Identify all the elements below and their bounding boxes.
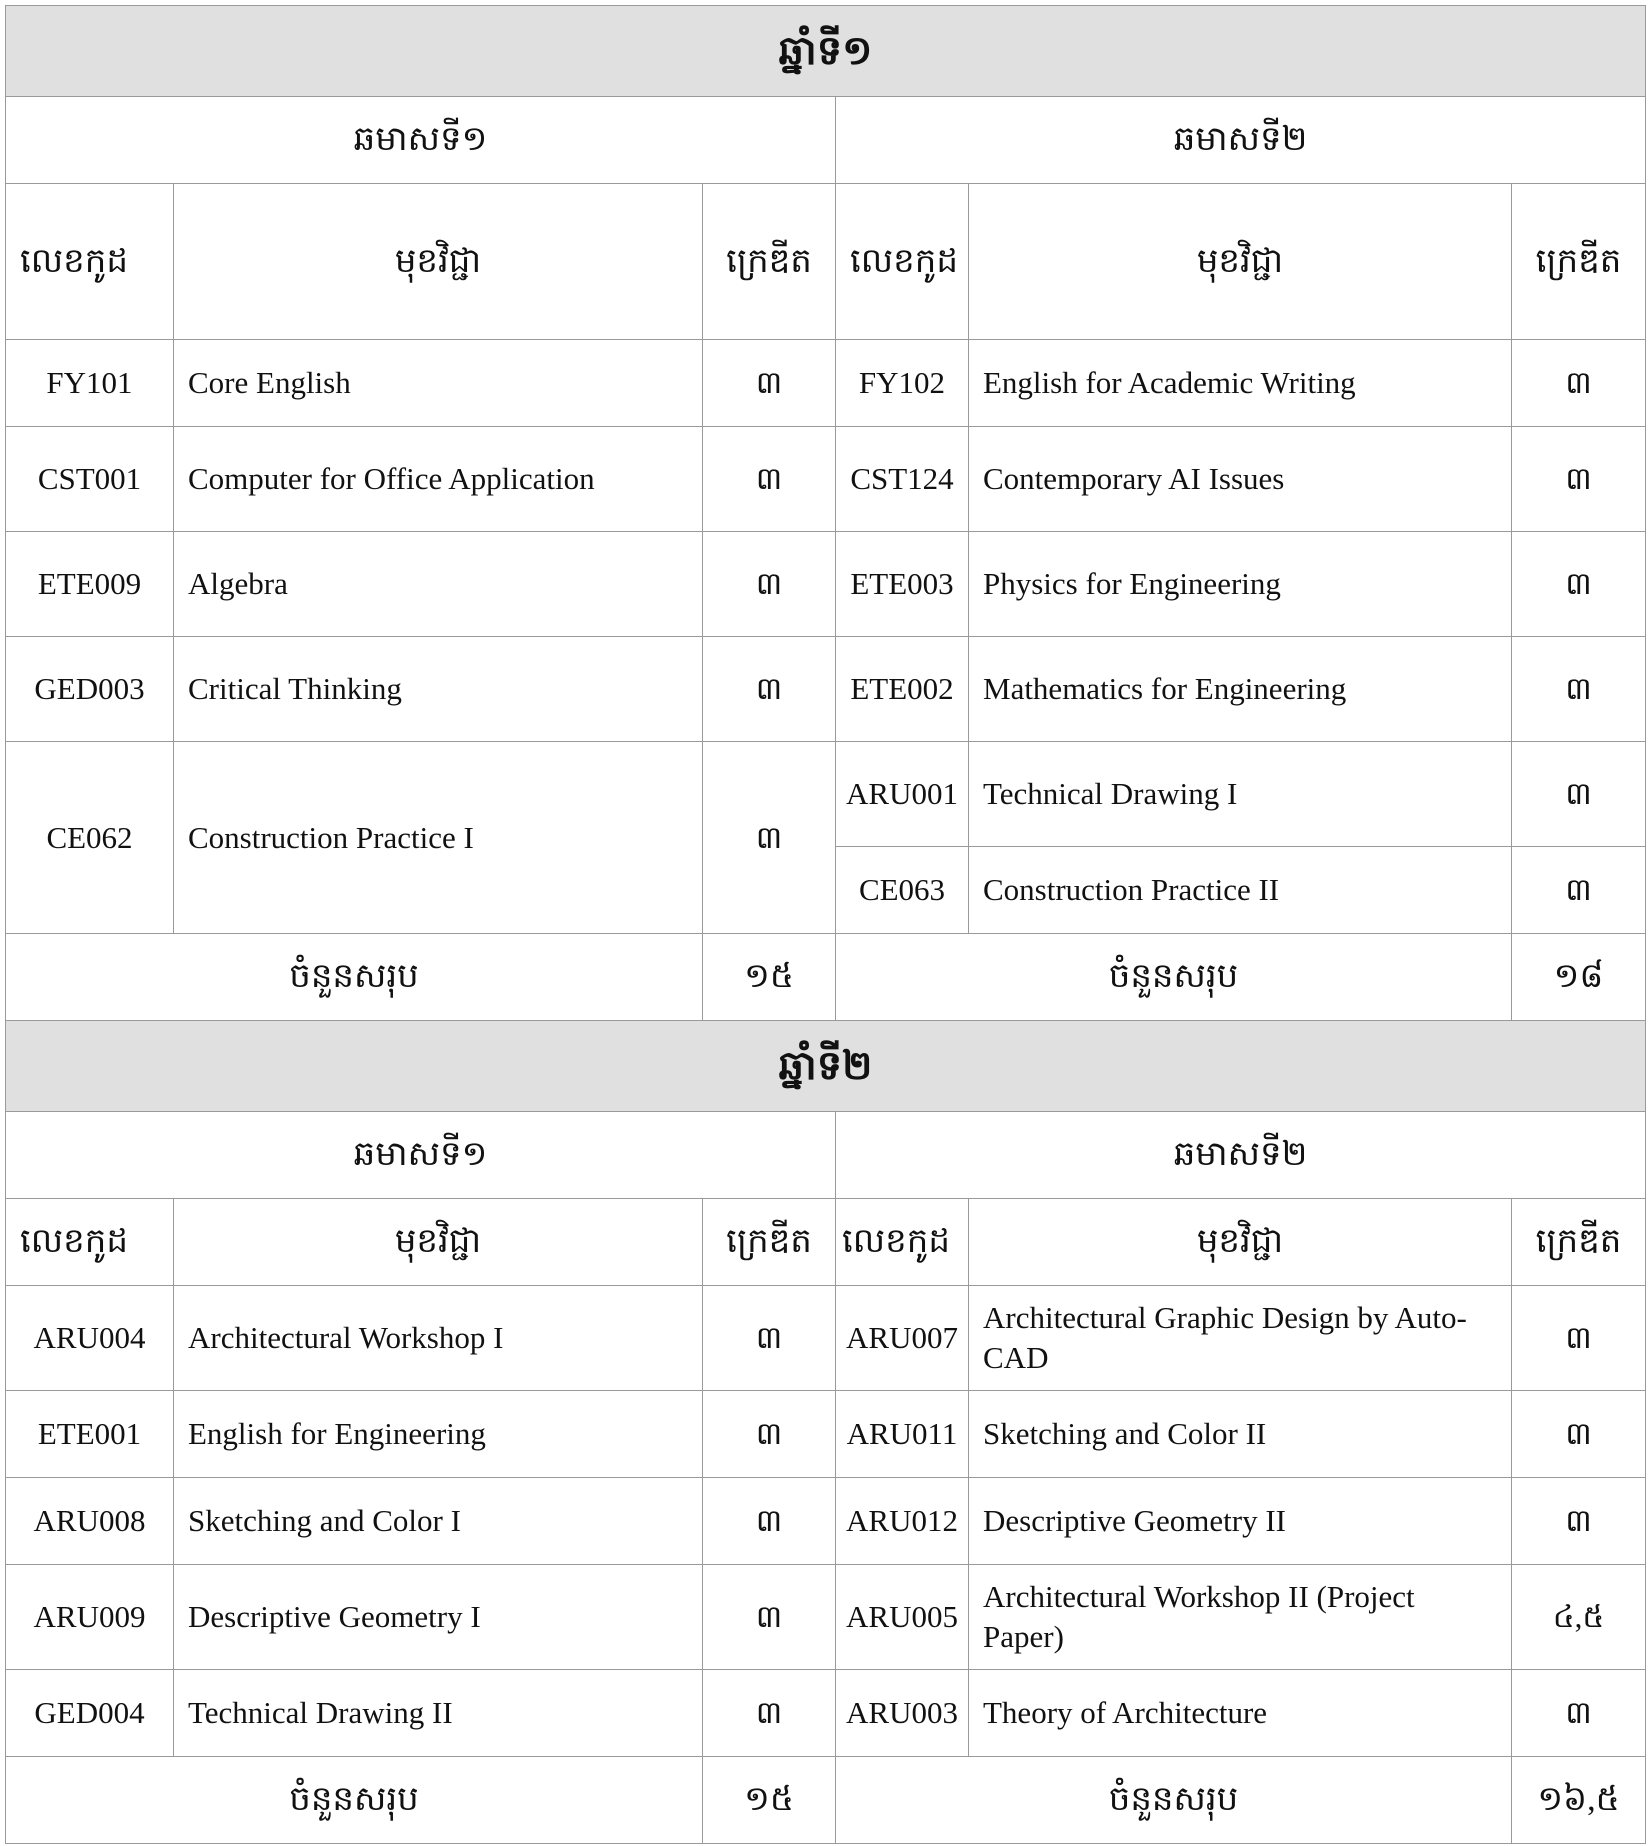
- course-name: Contemporary AI Issues: [969, 427, 1512, 532]
- course-name: Computer for Office Application: [174, 427, 703, 532]
- course-name: Descriptive Geometry II: [969, 1478, 1512, 1565]
- course-credit: ៣: [1512, 1478, 1646, 1565]
- year1-sem2-subject-header: មុខវិជ្ជា: [969, 184, 1512, 340]
- year2-sem1-title: ឆមាសទី១: [6, 1112, 836, 1199]
- course-name: Mathematics for Engineering: [969, 637, 1512, 742]
- year2-sem2-total-label: ចំនួនសរុប: [836, 1757, 1512, 1844]
- course-code: ETE001: [6, 1391, 174, 1478]
- course-credit: ៣: [1512, 847, 1646, 934]
- year2-sem2-title: ឆមាសទី២: [836, 1112, 1646, 1199]
- course-code: GED004: [6, 1670, 174, 1757]
- year2-sem2-credit-header: ក្រេឌីត: [1512, 1199, 1646, 1286]
- course-code: CE063: [836, 847, 969, 934]
- table-row: [6, 1565, 1646, 1670]
- table-row: [6, 1391, 1646, 1478]
- course-name: Physics for Engineering: [969, 532, 1512, 637]
- year1-header-row: [6, 6, 1646, 97]
- course-name: Sketching and Color II: [969, 1391, 1512, 1478]
- course-name: Critical Thinking: [174, 637, 703, 742]
- year1-semester-row: [6, 97, 1646, 184]
- year1-sem1-subject-header: មុខវិជ្ជា: [174, 184, 703, 340]
- course-code: FY102: [836, 340, 969, 427]
- year1-sem2-title: ឆមាសទី២: [836, 97, 1646, 184]
- year2-sem1-total-label: ចំនួនសរុប: [6, 1757, 703, 1844]
- table-row: [6, 1478, 1646, 1565]
- year1-sem2-credit-header: ក្រេឌីត: [1512, 184, 1646, 340]
- course-name: Core English: [174, 340, 703, 427]
- course-code: CST124: [836, 427, 969, 532]
- course-name: Technical Drawing I: [969, 742, 1512, 847]
- year2-sem1-subject-header: មុខវិជ្ជា: [174, 1199, 703, 1286]
- year2-semester-row: [6, 1112, 1646, 1199]
- course-credit: ៣: [1512, 340, 1646, 427]
- course-name: Construction Practice I: [174, 742, 703, 934]
- year1-title: ឆ្នាំទី១: [6, 6, 1646, 97]
- course-code: ETE009: [6, 532, 174, 637]
- table-row: [6, 1286, 1646, 1391]
- year2-header-row: [6, 1021, 1646, 1112]
- year2-sem2-total-value: ១៦,៥: [1512, 1757, 1646, 1844]
- year2-column-header-row: [6, 1199, 1646, 1286]
- course-code: ETE003: [836, 532, 969, 637]
- course-credit: ៣: [703, 427, 836, 532]
- course-name: English for Academic Writing: [969, 340, 1512, 427]
- year1-sem1-total-label: ចំនួនសរុប: [6, 934, 703, 1021]
- course-credit: ៣: [1512, 1670, 1646, 1757]
- course-credit: ៤,៥: [1512, 1565, 1646, 1670]
- year1-sem1-credit-header: ក្រេឌីត: [703, 184, 836, 340]
- course-credit: ៣: [1512, 532, 1646, 637]
- year2-sem1-code-header: លេខកូដ: [6, 1199, 174, 1286]
- course-code: ARU011: [836, 1391, 969, 1478]
- course-name: Architectural Graphic Design by Auto-CAD: [969, 1286, 1512, 1391]
- course-credit: ៣: [703, 1670, 836, 1757]
- course-credit: ៣: [1512, 637, 1646, 742]
- year2-total-row: [6, 1757, 1646, 1844]
- course-code: ARU001: [836, 742, 969, 847]
- course-credit: ៣: [703, 340, 836, 427]
- course-name: Algebra: [174, 532, 703, 637]
- course-code: ARU003: [836, 1670, 969, 1757]
- year1-sem2-total-value: ១៨: [1512, 934, 1646, 1021]
- table-row: [6, 637, 1646, 742]
- course-name: Construction Practice II: [969, 847, 1512, 934]
- course-code: GED003: [6, 637, 174, 742]
- year2-sem1-total-value: ១៥: [703, 1757, 836, 1844]
- course-code: CE062: [6, 742, 174, 934]
- course-credit: ៣: [703, 1478, 836, 1565]
- course-credit: ៣: [703, 637, 836, 742]
- course-name: Descriptive Geometry I: [174, 1565, 703, 1670]
- course-code: ETE002: [836, 637, 969, 742]
- table-row: [6, 532, 1646, 637]
- course-credit: ៣: [1512, 1286, 1646, 1391]
- curriculum-table-wrapper: [5, 5, 1645, 1844]
- course-credit: ៣: [703, 1391, 836, 1478]
- course-credit: ៣: [703, 1565, 836, 1670]
- table-row: [6, 427, 1646, 532]
- curriculum-table: [5, 5, 1646, 1844]
- course-name: Technical Drawing II: [174, 1670, 703, 1757]
- course-code: ARU005: [836, 1565, 969, 1670]
- course-credit: ៣: [703, 532, 836, 637]
- year1-sem1-code-header: លេខកូដ: [6, 184, 174, 340]
- year1-total-row: [6, 934, 1646, 1021]
- table-row: [6, 1670, 1646, 1757]
- course-name: Sketching and Color I: [174, 1478, 703, 1565]
- course-code: CST001: [6, 427, 174, 532]
- course-credit: ៣: [703, 1286, 836, 1391]
- course-credit: ៣: [1512, 1391, 1646, 1478]
- course-code: ARU004: [6, 1286, 174, 1391]
- year1-sem2-total-label: ចំនួនសរុប: [836, 934, 1512, 1021]
- course-code: ARU008: [6, 1478, 174, 1565]
- course-name: Architectural Workshop I: [174, 1286, 703, 1391]
- course-code: ARU007: [836, 1286, 969, 1391]
- course-code: ARU009: [6, 1565, 174, 1670]
- course-credit: ៣: [1512, 427, 1646, 532]
- year1-sem1-total-value: ១៥: [703, 934, 836, 1021]
- year1-sem1-title: ឆមាសទី១: [6, 97, 836, 184]
- year1-column-header-row: [6, 184, 1646, 340]
- year1-sem2-code-header: លេខកូដ: [836, 184, 969, 340]
- course-name: Theory of Architecture: [969, 1670, 1512, 1757]
- table-row: [6, 340, 1646, 427]
- course-name: English for Engineering: [174, 1391, 703, 1478]
- course-name: Architectural Workshop II (Project Paper): [969, 1565, 1512, 1670]
- year2-sem1-credit-header: ក្រេឌីត: [703, 1199, 836, 1286]
- year2-sem2-subject-header: មុខវិជ្ជា: [969, 1199, 1512, 1286]
- year2-sem2-code-header: លេខកូដ: [836, 1199, 969, 1286]
- year2-title: ឆ្នាំទី២: [6, 1021, 1646, 1112]
- course-code: FY101: [6, 340, 174, 427]
- course-code: ARU012: [836, 1478, 969, 1565]
- course-credit: ៣: [703, 742, 836, 934]
- table-row: [6, 742, 1646, 847]
- course-credit: ៣: [1512, 742, 1646, 847]
